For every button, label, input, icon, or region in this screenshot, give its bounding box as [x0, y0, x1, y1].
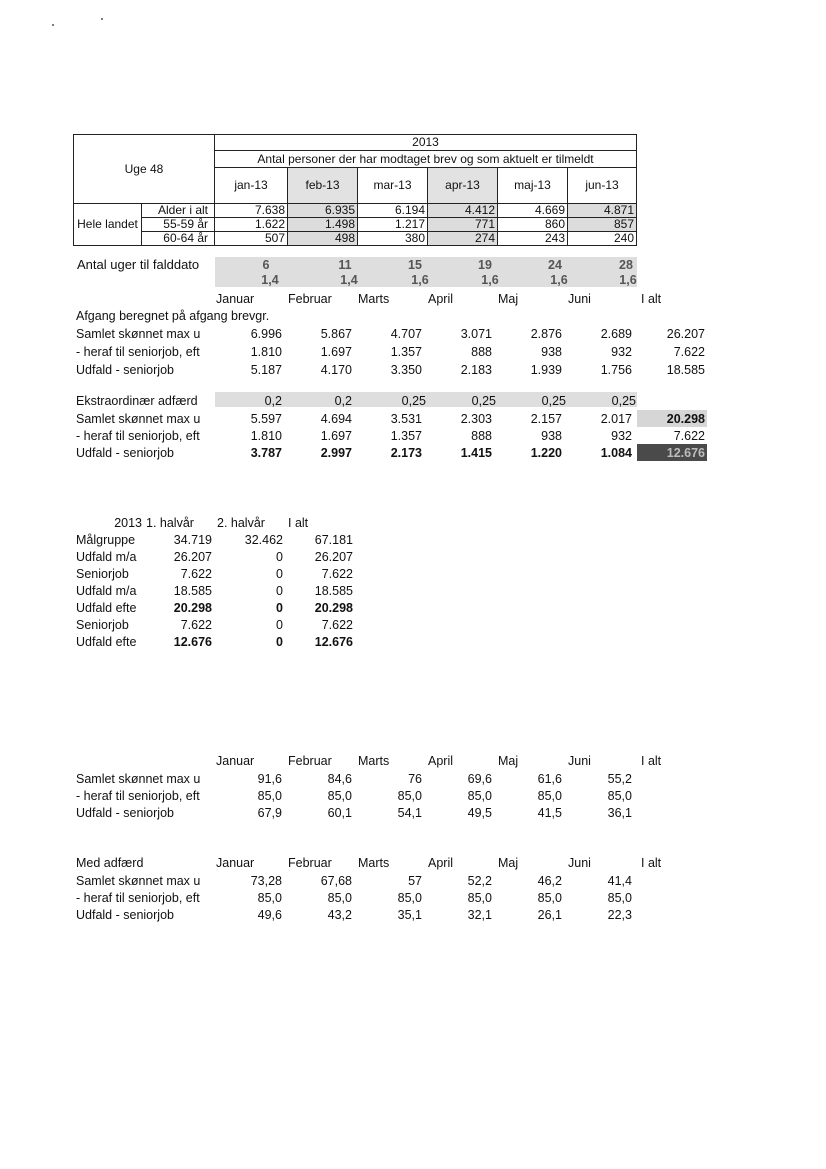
- table-cell: 41,5: [537, 806, 562, 820]
- weeks-ratio: 1,6: [481, 273, 499, 287]
- table-cell: 26,1: [537, 908, 562, 922]
- summary-cell: 26.207: [314, 550, 353, 564]
- weeks-ratio: 1,4: [340, 273, 358, 287]
- table-cell: 35,1: [397, 908, 422, 922]
- table-cell: 46,2: [537, 874, 562, 888]
- table-cell: 52,2: [467, 874, 492, 888]
- table-cell: 85,0: [467, 891, 492, 905]
- scan-speck: [101, 18, 103, 20]
- summary-cell: 12.676: [314, 635, 353, 649]
- table-cell: 1.810: [250, 429, 282, 443]
- month-header: Maj: [498, 856, 519, 870]
- summary-cell: 20.298: [173, 601, 212, 615]
- summary-cell: 12.676: [173, 635, 212, 649]
- table-cell: 49,6: [257, 908, 282, 922]
- month-header: jun-13: [568, 168, 637, 204]
- month-header: Februar: [288, 292, 332, 306]
- month-header: April: [428, 856, 454, 870]
- table-cell: 888: [471, 429, 492, 443]
- factor-value: 0,2: [334, 394, 352, 408]
- weeks-ratio: 1,6: [550, 273, 568, 287]
- weeks-value: 11: [338, 258, 352, 272]
- table-cell: 26.207: [666, 327, 705, 341]
- summary-header: 2. halvår: [217, 516, 265, 530]
- table-cell: 3.531: [390, 412, 422, 426]
- table-cell: 84,6: [327, 772, 352, 786]
- table-cell: 69,6: [467, 772, 492, 786]
- summary-cell: 7.622: [321, 567, 353, 581]
- table-cell: 91,6: [257, 772, 282, 786]
- table-cell: 857: [568, 218, 637, 232]
- table-cell: 22,3: [607, 908, 632, 922]
- month-header: I alt: [641, 856, 662, 870]
- table-cell: 3.071: [460, 327, 492, 341]
- table-cell: 1.217: [358, 218, 428, 232]
- table-cell: 2.876: [530, 327, 562, 341]
- table-cell: 2.997: [320, 446, 352, 460]
- factor-value: 0,25: [471, 394, 496, 408]
- summary-row-label: Udfald efte: [76, 635, 137, 649]
- month-header: April: [428, 754, 454, 768]
- table-cell: 54,1: [397, 806, 422, 820]
- table-cell: 771: [428, 218, 498, 232]
- table-cell: 1.084: [600, 446, 632, 460]
- table-cell: 73,28: [250, 874, 282, 888]
- summary-row-label: Udfald m/a: [76, 550, 137, 564]
- table-cell: 380: [358, 232, 428, 246]
- table-cell: 507: [215, 232, 288, 246]
- weeks-label: Antal uger til falddato: [77, 257, 200, 272]
- month-header: Maj: [498, 292, 519, 306]
- summary-cell: 20.298: [314, 601, 353, 615]
- summary-cell: 0: [276, 550, 283, 564]
- table-cell: 2.689: [600, 327, 632, 341]
- summary-cell: 7.622: [321, 618, 353, 632]
- weeks-value: 28: [619, 258, 633, 272]
- table-cell: 5.597: [250, 412, 282, 426]
- table-cell: 49,5: [467, 806, 492, 820]
- weeks-ratio: 1,4: [261, 273, 279, 287]
- table-cell: 2.157: [530, 412, 562, 426]
- factor-value: 0,2: [264, 394, 282, 408]
- weeks-value: 15: [408, 258, 422, 272]
- row-label: Samlet skønnet max u: [76, 874, 201, 888]
- summary-cell: 0: [276, 567, 283, 581]
- header-table: [73, 134, 637, 246]
- weeks-value: 6: [262, 258, 270, 272]
- summary-cell: 34.719: [173, 533, 212, 547]
- factor-value: 0,25: [541, 394, 566, 408]
- summary-header: 2013: [114, 516, 142, 530]
- table-cell: 61,6: [537, 772, 562, 786]
- table-cell: 1.810: [250, 345, 282, 359]
- row-label: - heraf til seniorjob, eft: [76, 345, 200, 359]
- table-cell: 85,0: [467, 789, 492, 803]
- summary-cell: 18.585: [314, 584, 353, 598]
- table-cell: 67,9: [257, 806, 282, 820]
- section-title: Afgang beregnet på afgang brevgr.: [76, 309, 270, 323]
- table-cell: 12.676: [666, 446, 705, 460]
- month-header: I alt: [641, 754, 662, 768]
- month-header: Juni: [568, 754, 591, 768]
- month-header: Januar: [216, 754, 255, 768]
- weeks-value: 24: [548, 258, 562, 272]
- row-label: Udfald - seniorjob: [76, 806, 174, 820]
- section-title: Med adfærd: [76, 856, 144, 870]
- table-cell: 240: [568, 232, 637, 246]
- table-cell: 1.697: [320, 429, 352, 443]
- table-cell: 243: [498, 232, 568, 246]
- table-cell: 41,4: [607, 874, 632, 888]
- month-header: feb-13: [288, 168, 358, 204]
- row-label: Samlet skønnet max u: [76, 772, 201, 786]
- row-label: Udfald - seniorjob: [76, 363, 174, 377]
- row-label: Udfald - seniorjob: [76, 908, 174, 922]
- summary-row-label: Udfald m/a: [76, 584, 137, 598]
- table-cell: 6.996: [250, 327, 282, 341]
- table-cell: 1.415: [460, 446, 492, 460]
- summary-header: 1. halvår: [146, 516, 194, 530]
- summary-row-label: Udfald efte: [76, 601, 137, 615]
- summary-cell: 67.181: [314, 533, 353, 547]
- table-cell: 85,0: [327, 891, 352, 905]
- table-cell: 2.303: [460, 412, 492, 426]
- table-cell: 2.183: [460, 363, 492, 377]
- table-cell: 7.622: [673, 345, 705, 359]
- table-cell: 4.694: [320, 412, 352, 426]
- table-cell: 85,0: [537, 891, 562, 905]
- table-cell: 498: [288, 232, 358, 246]
- month-header: mar-13: [358, 168, 428, 204]
- row-label: Samlet skønnet max u: [76, 327, 201, 341]
- table-cell: 938: [541, 429, 562, 443]
- month-header: Marts: [358, 754, 390, 768]
- month-header: Februar: [288, 856, 332, 870]
- table-cell: 5.187: [250, 363, 282, 377]
- table-cell: 6.935: [288, 204, 358, 218]
- table-cell: 32,1: [467, 908, 492, 922]
- table-cell: 7.622: [673, 429, 705, 443]
- factor-value: 0,25: [401, 394, 426, 408]
- month-header: I alt: [641, 292, 662, 306]
- table-cell: 85,0: [257, 789, 282, 803]
- group-label: Hele landet: [74, 204, 142, 246]
- row-label: 60-64 år: [142, 232, 215, 246]
- table-cell: 932: [611, 429, 632, 443]
- table-cell: 1.697: [320, 345, 352, 359]
- summary-row-label: Seniorjob: [76, 618, 129, 632]
- table-cell: 85,0: [607, 789, 632, 803]
- month-header: Maj: [498, 754, 519, 768]
- row-label: 55-59 år: [142, 218, 215, 232]
- month-header: Marts: [358, 292, 390, 306]
- table-cell: 1.357: [390, 429, 422, 443]
- row-label: - heraf til seniorjob, eft: [76, 789, 200, 803]
- scan-speck: [52, 24, 54, 26]
- month-header: Juni: [568, 856, 591, 870]
- table-cell: 938: [541, 345, 562, 359]
- table-cell: 4.170: [320, 363, 352, 377]
- table-cell: 1.357: [390, 345, 422, 359]
- month-header: Februar: [288, 754, 332, 768]
- summary-row-label: Målgruppe: [76, 533, 136, 547]
- summary-cell: 0: [276, 584, 283, 598]
- table-cell: 3.787: [250, 446, 282, 460]
- table-cell: 85,0: [397, 789, 422, 803]
- table-cell: 932: [611, 345, 632, 359]
- table-cell: 67,68: [320, 874, 352, 888]
- summary-cell: 32.462: [244, 533, 283, 547]
- table-cell: 85,0: [327, 789, 352, 803]
- table-cell: 43,2: [327, 908, 352, 922]
- table-cell: 7.638: [215, 204, 288, 218]
- table-cell: 60,1: [327, 806, 352, 820]
- factor-value: 0,25: [611, 394, 636, 408]
- table-cell: 36,1: [607, 806, 632, 820]
- table-cell: 20.298: [666, 412, 705, 426]
- table-cell: 1.220: [530, 446, 562, 460]
- row-label: Udfald - seniorjob: [76, 446, 174, 460]
- table-cell: 1.498: [288, 218, 358, 232]
- table-cell: 85,0: [607, 891, 632, 905]
- month-header: apr-13: [428, 168, 498, 204]
- table-cell: 2.017: [600, 412, 632, 426]
- summary-cell: 26.207: [173, 550, 212, 564]
- table-cell: 57: [408, 874, 422, 888]
- table-subtitle: Antal personer der har modtaget brev og som aktuelt er tilmeldt: [215, 151, 637, 168]
- table-cell: 85,0: [397, 891, 422, 905]
- summary-cell: 7.622: [180, 567, 212, 581]
- weeks-value: 19: [478, 258, 492, 272]
- factor-label: Ekstraordinær adfærd: [76, 394, 198, 408]
- month-header: Marts: [358, 856, 390, 870]
- summary-cell: 7.622: [180, 618, 212, 632]
- row-label: - heraf til seniorjob, eft: [76, 891, 200, 905]
- table-cell: 4.669: [498, 204, 568, 218]
- summary-row-label: Seniorjob: [76, 567, 129, 581]
- table-cell: 2.173: [390, 446, 422, 460]
- row-label: Alder i alt: [142, 204, 215, 218]
- table-cell: 4.412: [428, 204, 498, 218]
- month-header: jan-13: [215, 168, 288, 204]
- table-cell: 4.707: [390, 327, 422, 341]
- weeks-ratio: 1,6: [411, 273, 429, 287]
- row-label: Samlet skønnet max u: [76, 412, 201, 426]
- table-cell: 6.194: [358, 204, 428, 218]
- table-cell: 5.867: [320, 327, 352, 341]
- year-header: 2013: [215, 135, 637, 151]
- table-cell: 85,0: [257, 891, 282, 905]
- summary-header: I alt: [288, 516, 309, 530]
- table-cell: 3.350: [390, 363, 422, 377]
- summary-cell: 18.585: [173, 584, 212, 598]
- summary-cell: 0: [276, 635, 283, 649]
- table-cell: 888: [471, 345, 492, 359]
- table-cell: 4.871: [568, 204, 637, 218]
- table-cell: 85,0: [537, 789, 562, 803]
- table-cell: 1.939: [530, 363, 562, 377]
- table-cell: 1.622: [215, 218, 288, 232]
- month-header: maj-13: [498, 168, 568, 204]
- month-header: Januar: [216, 292, 255, 306]
- month-header: April: [428, 292, 454, 306]
- table-cell: 76: [408, 772, 422, 786]
- table-cell: 274: [428, 232, 498, 246]
- month-header: Januar: [216, 856, 255, 870]
- row-label: - heraf til seniorjob, eft: [76, 429, 200, 443]
- table-cell: 860: [498, 218, 568, 232]
- table-cell: 1.756: [600, 363, 632, 377]
- month-header: Juni: [568, 292, 591, 306]
- uge-label: Uge 48: [74, 135, 215, 204]
- table-cell: 18.585: [666, 363, 705, 377]
- summary-cell: 0: [276, 618, 283, 632]
- weeks-ratio: 1,6: [619, 273, 637, 287]
- summary-cell: 0: [276, 601, 283, 615]
- table-cell: 55,2: [607, 772, 632, 786]
